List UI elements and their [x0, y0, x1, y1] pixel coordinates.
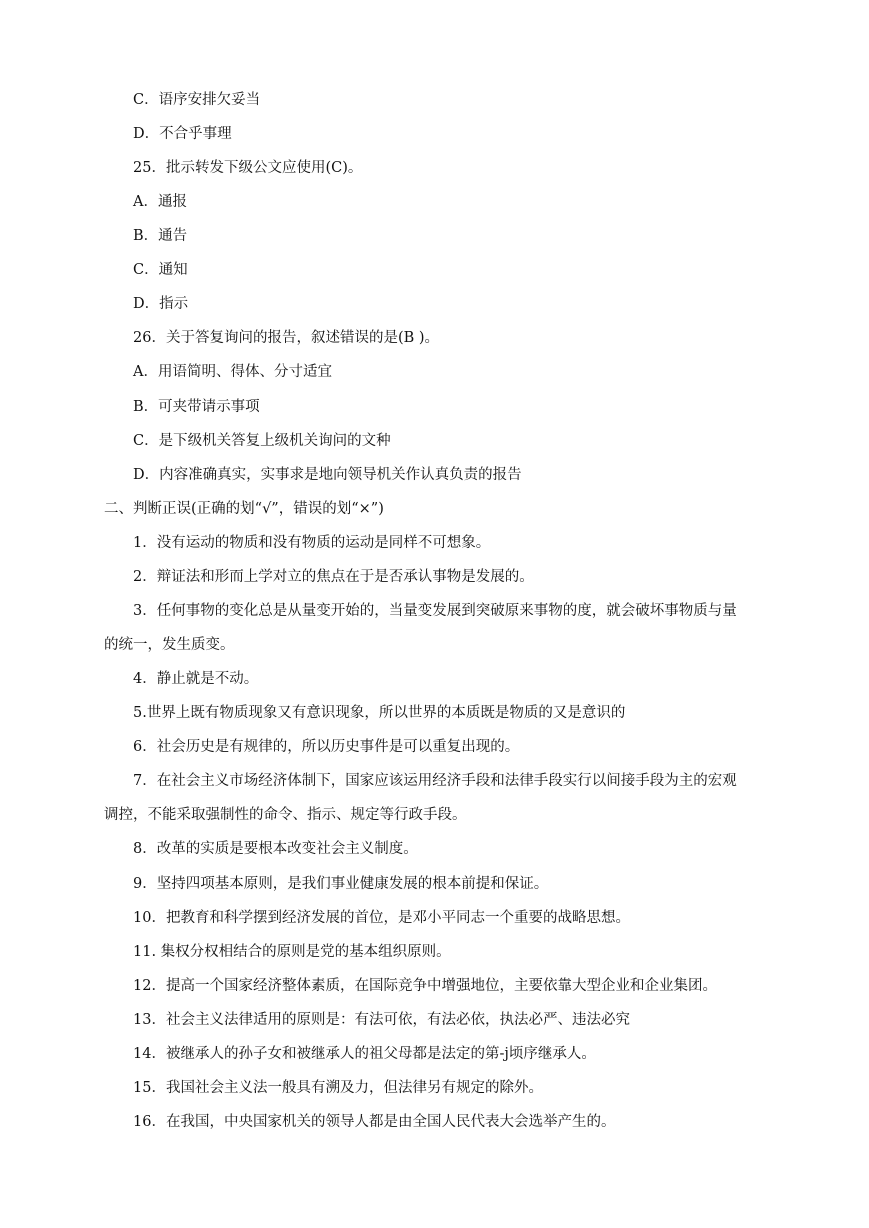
judgment-item: 1．没有运动的物质和没有物质的运动是同样不可想象。 [133, 535, 491, 551]
judgment-item: 14．被继承人的孙子女和被继承人的祖父母都是法定的第-j顷序继承人。 [133, 1046, 596, 1062]
q26-stem: 26．关于答复询问的报告，叙述错误的是(B )。 [133, 330, 440, 346]
judgment-item: 8．改革的实质是要根本改变社会主义制度。 [133, 841, 418, 857]
q25-option-a: A．通报 [133, 194, 187, 210]
q26-option-b: B．可夹带请示事项 [133, 399, 260, 415]
q24-option-c: C．语序安排欠妥当 [133, 92, 261, 108]
judgment-item: 4．静止就是不动。 [133, 671, 259, 687]
judgment-item: 9．坚持四项基本原则，是我们事业健康发展的根本前提和保证。 [133, 876, 549, 892]
q26-option-d: D．内容准确真实，实事求是地向领导机关作认真负责的报告 [133, 467, 522, 483]
judgment-item: 15．我国社会主义法一般具有溯及力，但法律另有规定的除外。 [133, 1080, 543, 1096]
q25-option-b: B．通告 [133, 228, 188, 244]
q26-option-a: A．用语简明、得体、分寸适宜 [133, 364, 332, 380]
judgment-item: 3．任何事物的变化总是从量变开始的，当量变发展到突破原来事物的度，就会破坏事物质与量 [133, 603, 737, 619]
q24-option-d: D．不合乎事理 [133, 126, 232, 142]
q25-option-c: C．通知 [133, 262, 188, 278]
judgment-item-continuation: 调控，不能采取强制性的命令、指示、规定等行政手段。 [104, 807, 467, 823]
judgment-item: 5.世界上既有物质现象又有意识现象，所以世界的本质既是物质的又是意识的 [133, 705, 626, 721]
judgment-item: 11. 集权分权相结合的原则是党的基本组织原则。 [133, 944, 451, 960]
q26-option-c: C．是下级机关答复上级机关询问的文种 [133, 433, 391, 449]
judgment-item: 16．在我国，中央国家机关的领导人都是由全国人民代表大会选举产生的。 [133, 1114, 616, 1130]
judgment-item: 13．社会主义法律适用的原则是：有法可依，有法必依，执法必严、违法必究 [133, 1012, 630, 1028]
q25-stem: 25．批示转发下级公文应使用(C)。 [133, 160, 363, 176]
section2-heading: 二、判断正误(正确的划“√”，错误的划“×”) [104, 501, 384, 517]
judgment-item-continuation: 的统一，发生质变。 [104, 637, 235, 653]
judgment-item: 12．提高一个国家经济整体素质，在国际竞争中增强地位，主要依靠大型企业和企业集团。 [133, 978, 717, 994]
q25-option-d: D．指示 [133, 296, 189, 312]
judgment-item: 7．在社会主义市场经济体制下，国家应该运用经济手段和法律手段实行以间接手段为主的宏观 [133, 773, 737, 789]
judgment-item: 6．社会历史是有规律的，所以历史事件是可以重复出现的。 [133, 739, 520, 755]
judgment-item: 10．把教育和科学摆到经济发展的首位，是邓小平同志一个重要的战略思想。 [133, 910, 630, 926]
judgment-item: 2．辩证法和形而上学对立的焦点在于是否承认事物是发展的。 [133, 569, 534, 585]
